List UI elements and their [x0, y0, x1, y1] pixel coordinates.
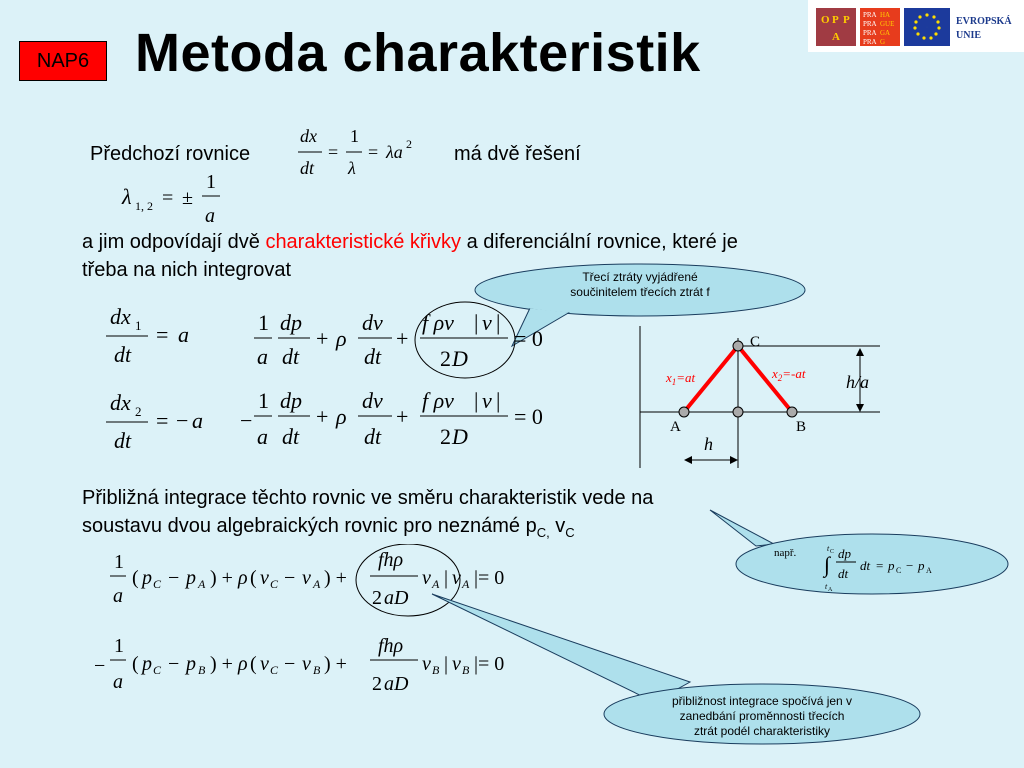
label-x1: $x_1=at$ [666, 370, 696, 387]
svg-text:dt: dt [838, 566, 849, 581]
equation-dxdt [288, 122, 448, 186]
svg-text:v: v [260, 653, 269, 675]
intro-text-before: Předchozí rovnice [90, 143, 251, 165]
svg-text:C: C [153, 577, 162, 591]
svg-text:ρ: ρ [336, 404, 347, 429]
svg-text:v: v [302, 653, 311, 675]
svg-text:A: A [198, 577, 206, 591]
label-h: h [704, 434, 713, 454]
svg-text:v: v [260, 567, 269, 589]
svg-text:= 0: = 0 [514, 326, 543, 351]
svg-text:|: | [474, 310, 479, 335]
para1-text: a jim odpovídají dvě [82, 231, 266, 253]
label-a: A [670, 419, 681, 435]
svg-text:=: = [156, 408, 169, 433]
svg-text:a: a [205, 205, 215, 227]
svg-text:C: C [896, 566, 902, 575]
point-a [679, 407, 689, 417]
svg-text:dt: dt [282, 424, 300, 449]
svg-text:|: | [496, 310, 501, 335]
svg-text:λ: λ [122, 184, 132, 209]
svg-text:−: − [284, 567, 296, 589]
svg-text:1: 1 [206, 171, 216, 193]
praha-text: PRA [863, 38, 877, 46]
svg-text:B: B [462, 663, 470, 677]
point-mid [733, 407, 743, 417]
callout-approximation-text [632, 694, 892, 739]
point-b [787, 407, 797, 417]
svg-text:p: p [186, 653, 196, 675]
svg-text:−: − [168, 567, 180, 589]
equation-block-characteristic [100, 300, 600, 460]
svg-text:1: 1 [114, 635, 124, 657]
svg-text:dp: dp [280, 388, 302, 413]
opp-letter-p2: P [843, 14, 850, 26]
svg-text:p: p [142, 653, 152, 675]
para2-v: v [549, 515, 566, 537]
svg-text:+: + [316, 326, 329, 351]
svg-text:) +: ) + [324, 567, 347, 589]
svg-text:−: − [240, 408, 253, 433]
callout-approx-line-1: přibližnost integrace spočívá jen v [671, 694, 853, 708]
label-ha: h/a [846, 372, 870, 392]
svg-text:λ: λ [348, 158, 356, 178]
label-x2: $x_2=-at$ [772, 366, 806, 383]
svg-text:p: p [918, 558, 925, 573]
svg-text:=: = [156, 322, 169, 347]
opp-letter-a: A [832, 31, 840, 43]
callout-integral-label: např. [774, 547, 797, 559]
svg-text:dx: dx [110, 390, 131, 415]
svg-text:dt: dt [282, 344, 300, 369]
svg-text:1, 2: 1, 2 [135, 199, 153, 213]
svg-text:1: 1 [258, 388, 269, 413]
svg-text:B: B [313, 663, 321, 677]
svg-text:C: C [830, 549, 835, 555]
eu-text-line2: UNIE [956, 30, 982, 41]
svg-text:dp: dp [280, 310, 302, 335]
svg-text:|= 0: |= 0 [474, 653, 505, 675]
characteristic-diagram [630, 318, 890, 478]
page-title: Metoda charakteristik [135, 23, 701, 83]
label-b: B [796, 419, 807, 435]
svg-text:=: = [328, 142, 339, 162]
svg-text:−: − [168, 653, 180, 675]
svg-text:2: 2 [135, 404, 142, 419]
logo-block [808, 0, 1024, 52]
svg-text:=: = [876, 558, 884, 573]
svg-text:B: B [198, 663, 206, 677]
svg-text:dt: dt [300, 158, 315, 178]
praha-text: GUE [880, 20, 895, 28]
svg-text:= 0: = 0 [514, 404, 543, 429]
svg-text:dx: dx [110, 304, 131, 329]
svg-text:2: 2 [440, 346, 451, 371]
svg-text:1: 1 [135, 318, 142, 333]
para2-sub-c: C, [536, 525, 550, 540]
svg-text:dv: dv [362, 388, 383, 413]
svg-text:−: − [906, 558, 914, 573]
svg-text:λa: λa [386, 142, 403, 162]
label-c: C [750, 334, 761, 350]
para1-text-end: a diferenciální rovnice, které je [461, 231, 738, 253]
equation-lambda [118, 166, 238, 230]
svg-text:+: + [316, 404, 329, 429]
svg-text:∫: ∫ [824, 552, 831, 577]
svg-text:=: = [368, 142, 379, 162]
svg-text:v: v [482, 388, 492, 413]
svg-text:2: 2 [372, 587, 382, 609]
svg-text:v: v [302, 567, 311, 589]
svg-text:a: a [178, 322, 189, 347]
svg-text:t: t [825, 582, 828, 591]
svg-text:a: a [113, 671, 123, 693]
svg-text:dt: dt [364, 344, 382, 369]
svg-text:p: p [888, 558, 895, 573]
svg-text:t: t [827, 544, 830, 553]
svg-text:v: v [452, 653, 461, 675]
point-c [733, 341, 743, 351]
svg-text:fhρ: fhρ [378, 635, 404, 657]
svg-text:−: − [94, 655, 106, 677]
svg-text:a: a [113, 585, 123, 607]
svg-text:+: + [396, 326, 409, 351]
para2-sub-c2: C [565, 525, 575, 540]
svg-text:(: ( [132, 567, 139, 589]
svg-text:−: − [284, 653, 296, 675]
svg-text:A: A [828, 587, 833, 593]
svg-text:A: A [926, 566, 932, 575]
paragraph-2-line-1: Přibližná integrace těchto rovnic ve směru charakteristik vede na [82, 487, 654, 509]
opp-letter-p1: P [832, 14, 839, 26]
svg-text:C: C [270, 577, 279, 591]
svg-text:|: | [444, 653, 449, 675]
svg-text:|: | [444, 567, 449, 589]
callout-friction-line-1: Třecí ztráty vyjádřené [582, 270, 698, 284]
svg-text:fhρ: fhρ [378, 549, 404, 571]
svg-text:=: = [162, 187, 174, 209]
intro-text-after: má dvě řešení [454, 143, 581, 165]
svg-text:aD: aD [384, 673, 409, 695]
callout-approx-line-2: zanedbání proměnnosti třecích [679, 709, 845, 723]
svg-text:a: a [257, 344, 268, 369]
svg-text:p: p [186, 567, 196, 589]
paragraph-1-line-1 [82, 228, 738, 256]
svg-text:a: a [192, 408, 203, 433]
praha-text: PRA [863, 11, 877, 19]
opp-letter-o: O [821, 14, 830, 26]
svg-text:|: | [496, 388, 501, 413]
svg-text:v: v [482, 310, 492, 335]
svg-text:B: B [432, 663, 440, 677]
svg-text:±: ± [182, 187, 193, 209]
svg-text:2: 2 [406, 137, 412, 151]
callout-approx-line-3: ztrát podél charakteristiky [693, 724, 831, 738]
svg-text:A: A [313, 577, 321, 591]
svg-text:(: ( [250, 567, 257, 589]
svg-text:) +: ) + [210, 567, 233, 589]
svg-text:) +: ) + [324, 653, 347, 675]
svg-text:C: C [270, 663, 279, 677]
praha-text: GA [880, 29, 891, 37]
svg-text:|: | [474, 388, 479, 413]
svg-text:2: 2 [440, 424, 451, 449]
svg-text:A: A [432, 577, 440, 591]
svg-text:v: v [452, 567, 461, 589]
svg-text:aD: aD [384, 587, 409, 609]
svg-text:(: ( [132, 653, 139, 675]
svg-text:dt: dt [860, 558, 871, 573]
praha-text: PRA [863, 20, 877, 28]
para2-text: soustavu dvou algebraických rovnic pro neznámé p [82, 515, 537, 537]
svg-text:f ρv: f ρv [422, 310, 454, 335]
praha-text: HA [880, 11, 891, 19]
svg-text:dt: dt [114, 342, 132, 367]
para1-highlight: charakteristické křivky [265, 231, 462, 253]
svg-text:|= 0: |= 0 [474, 567, 505, 589]
callout-friction-text [520, 270, 760, 300]
svg-text:v: v [422, 653, 431, 675]
svg-text:−: − [176, 408, 189, 433]
svg-text:ρ: ρ [238, 653, 248, 675]
callout-friction-line-2: součinitelem třecích ztrát f [570, 285, 710, 299]
svg-text:D: D [452, 346, 468, 371]
logo-graphic [808, 0, 1024, 52]
svg-text:) +: ) + [210, 653, 233, 675]
svg-text:ρ: ρ [336, 326, 347, 351]
paragraph-1-line-2: třeba na nich integrovat [82, 259, 292, 281]
svg-text:f ρv: f ρv [422, 388, 454, 413]
svg-text:2: 2 [372, 673, 382, 695]
svg-text:dx: dx [300, 126, 317, 146]
svg-text:p: p [142, 567, 152, 589]
praha-text: G [880, 38, 886, 46]
svg-text:+: + [396, 404, 409, 429]
praha-text: PRA [863, 29, 877, 37]
svg-text:dt: dt [364, 424, 382, 449]
paragraph-2-line-2 [82, 512, 575, 547]
svg-text:dt: dt [114, 428, 132, 453]
svg-text:1: 1 [350, 126, 359, 146]
svg-text:v: v [422, 567, 431, 589]
svg-text:dp: dp [838, 546, 851, 561]
svg-text:1: 1 [258, 310, 269, 335]
svg-text:1: 1 [114, 551, 124, 573]
svg-text:C: C [153, 663, 162, 677]
svg-text:A: A [462, 577, 470, 591]
eu-text-line1: EVROPSKÁ [956, 16, 1012, 27]
svg-text:ρ: ρ [238, 567, 248, 589]
svg-text:dv: dv [362, 310, 383, 335]
svg-text:(: ( [250, 653, 257, 675]
svg-text:D: D [452, 424, 468, 449]
slide-number-badge: NAP6 [19, 41, 107, 81]
svg-text:a: a [257, 424, 268, 449]
